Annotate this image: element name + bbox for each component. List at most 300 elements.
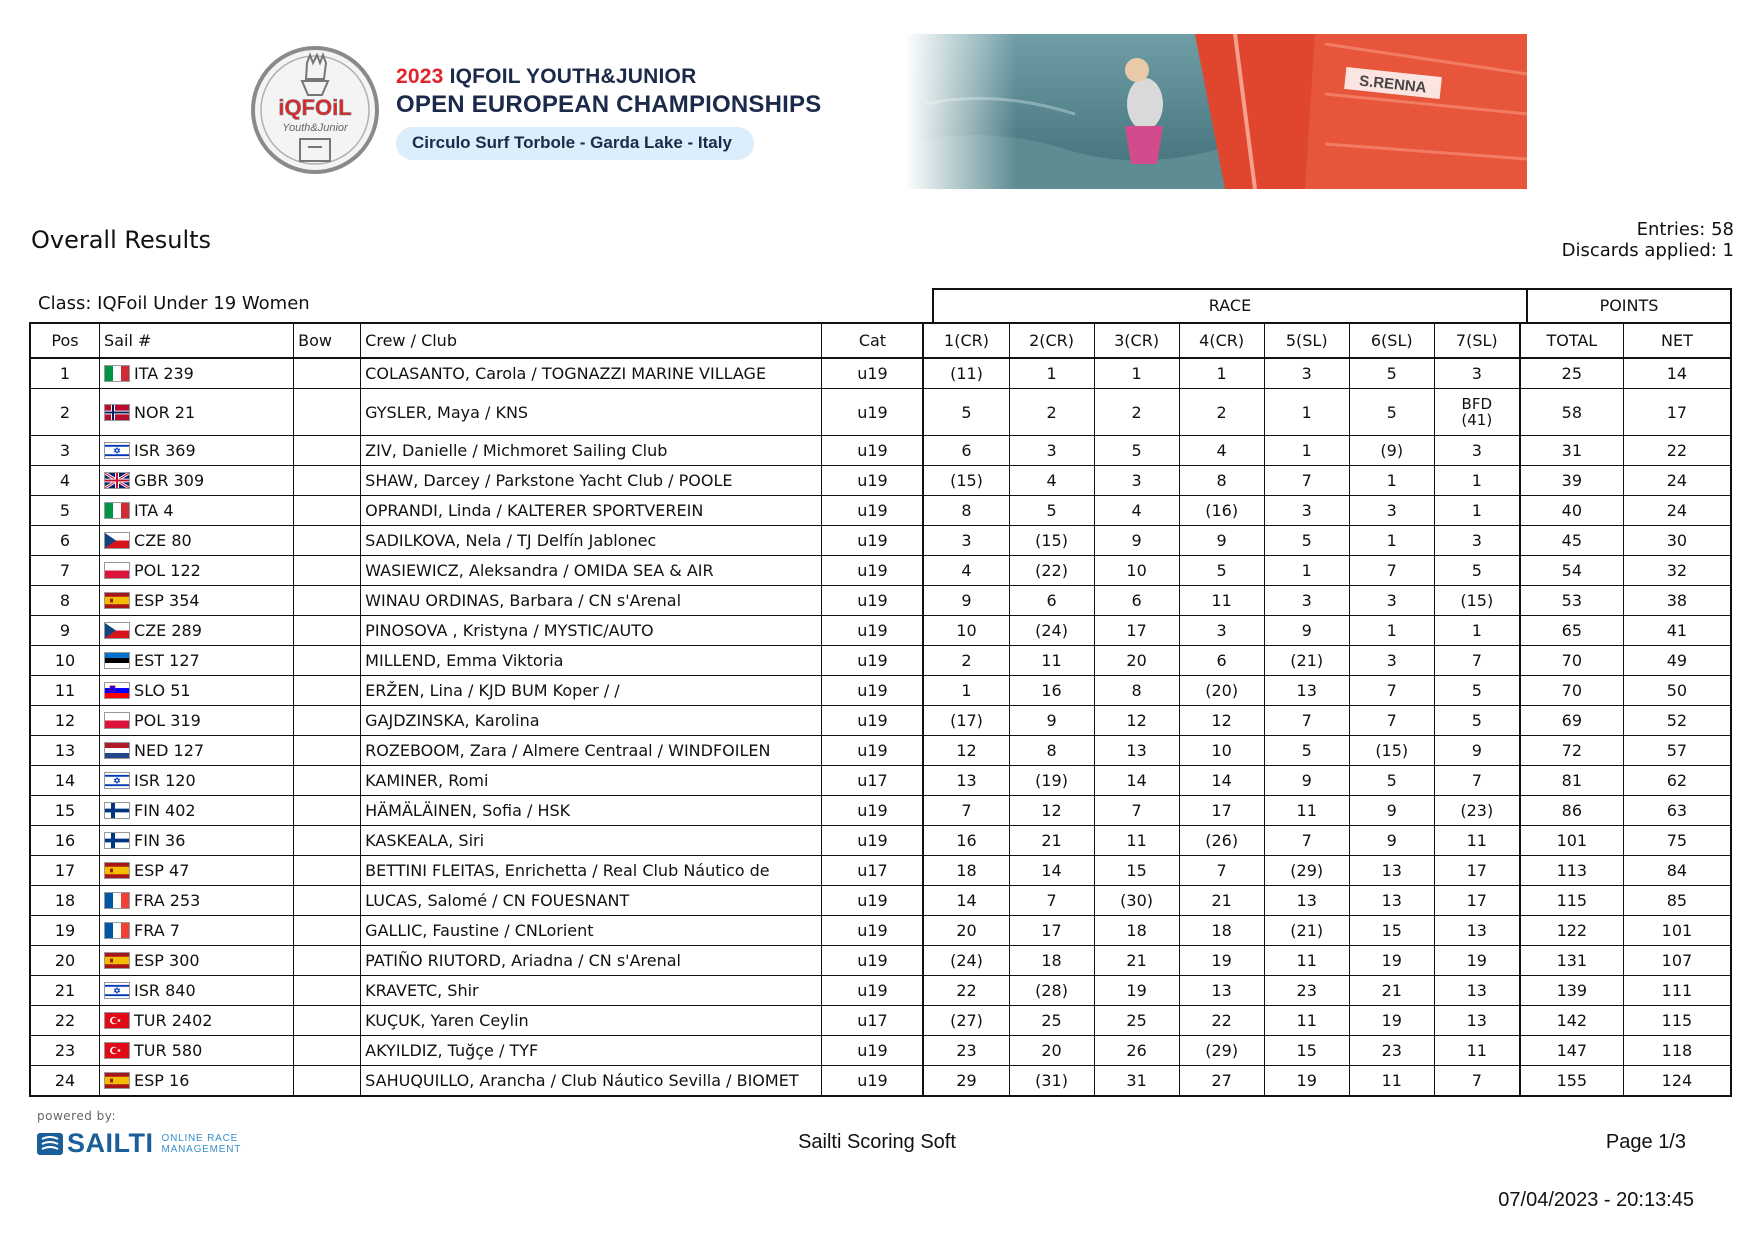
- cell-sail: [100, 466, 294, 496]
- cell-race-1: 9: [923, 586, 1009, 616]
- cell-race-2: 16: [1009, 676, 1094, 706]
- cell-bow: [294, 916, 361, 946]
- flag-pol-icon: [104, 562, 130, 579]
- table-row: [30, 436, 1731, 466]
- cell-race-2: 9: [1009, 706, 1094, 736]
- sail-number: FIN 36: [134, 831, 186, 850]
- table-row: [30, 676, 1731, 706]
- cell-race-2: (24): [1009, 616, 1094, 646]
- page-title: Overall Results: [31, 226, 212, 254]
- cell-race-7: 3: [1434, 526, 1520, 556]
- cell-race-3: (30): [1094, 886, 1179, 916]
- cell-race-4: 18: [1179, 916, 1264, 946]
- cell-total: 139: [1520, 976, 1624, 1006]
- cell-race-6: 21: [1349, 976, 1434, 1006]
- table-row: [30, 886, 1731, 916]
- cell-crew: BETTINI FLEITAS, Enrichetta / Real Club Náutico de: [361, 856, 822, 886]
- cell-sail: [100, 1036, 294, 1066]
- flag-esp-icon: [104, 592, 130, 609]
- table-row: [30, 796, 1731, 826]
- cell-race-3: 12: [1094, 706, 1179, 736]
- cell-pos: 18: [30, 886, 100, 916]
- col-race-1: 1(CR): [923, 323, 1009, 358]
- sail-number: ESP 47: [134, 861, 190, 880]
- cell-crew: ROZEBOOM, Zara / Almere Centraal / WINDFOILEN: [361, 736, 822, 766]
- cell-crew: GYSLER, Maya / KNS: [361, 389, 822, 436]
- event-title-line2: OPEN EUROPEAN CHAMPIONSHIPS: [396, 91, 822, 118]
- cell-race-1: (27): [923, 1006, 1009, 1036]
- cell-sail: [100, 796, 294, 826]
- cell-net: 85: [1623, 886, 1731, 916]
- flag-fra-icon: [104, 892, 130, 909]
- cell-crew: KASKEALA, Siri: [361, 826, 822, 856]
- cell-total: 147: [1520, 1036, 1624, 1066]
- cell-bow: [294, 556, 361, 586]
- table-row: [30, 586, 1731, 616]
- cell-pos: 5: [30, 496, 100, 526]
- cell-cat: u19: [822, 436, 924, 466]
- cell-race-1: (11): [923, 358, 1009, 389]
- cell-race-6: 5: [1349, 389, 1434, 436]
- cell-race-2: 12: [1009, 796, 1094, 826]
- cell-race-6: 13: [1349, 856, 1434, 886]
- cell-bow: [294, 646, 361, 676]
- cell-net: 38: [1623, 586, 1731, 616]
- cell-pos: 2: [30, 389, 100, 436]
- cell-race-1: 29: [923, 1066, 1009, 1097]
- cell-sail: [100, 676, 294, 706]
- cell-race-1: (24): [923, 946, 1009, 976]
- cell-race-1: 5: [923, 389, 1009, 436]
- event-logo: [250, 45, 380, 175]
- cell-bow: [294, 436, 361, 466]
- cell-total: 45: [1520, 526, 1624, 556]
- cell-bow: [294, 676, 361, 706]
- cell-total: 86: [1520, 796, 1624, 826]
- cell-cat: u17: [822, 856, 924, 886]
- cell-race-4: 12: [1179, 706, 1264, 736]
- cell-crew: WASIEWICZ, Aleksandra / OMIDA SEA & AIR: [361, 556, 822, 586]
- cell-race-4: 7: [1179, 856, 1264, 886]
- cell-race-2: 21: [1009, 826, 1094, 856]
- cell-pos: 21: [30, 976, 100, 1006]
- cell-sail: [100, 496, 294, 526]
- cell-race-5: 7: [1264, 706, 1349, 736]
- cell-race-3: 8: [1094, 676, 1179, 706]
- cell-race-2: 7: [1009, 886, 1094, 916]
- event-venue: Circulo Surf Torbole - Garda Lake - Italy: [396, 127, 754, 160]
- table-row: [30, 856, 1731, 886]
- cell-total: 81: [1520, 766, 1624, 796]
- sail-number: ITA 239: [134, 364, 194, 383]
- cell-race-4: (20): [1179, 676, 1264, 706]
- cell-race-1: 2: [923, 646, 1009, 676]
- cell-race-3: 11: [1094, 826, 1179, 856]
- sail-number: CZE 80: [134, 531, 192, 550]
- cell-bow: [294, 496, 361, 526]
- cell-bow: [294, 946, 361, 976]
- col-race-4: 4(CR): [1179, 323, 1264, 358]
- flag-cze-icon: [104, 622, 130, 639]
- cell-pos: 12: [30, 706, 100, 736]
- cell-net: 75: [1623, 826, 1731, 856]
- cell-race-7: 7: [1434, 1066, 1520, 1097]
- cell-pos: 15: [30, 796, 100, 826]
- cell-race-2: 25: [1009, 1006, 1094, 1036]
- cell-pos: 7: [30, 556, 100, 586]
- cell-race-2: 2: [1009, 389, 1094, 436]
- cell-sail: [100, 886, 294, 916]
- flag-ita-icon: [104, 365, 130, 382]
- flag-isr-icon: [104, 442, 130, 459]
- table-row: [30, 616, 1731, 646]
- flag-esp-icon: [104, 952, 130, 969]
- cell-bow: [294, 466, 361, 496]
- cell-crew: KUÇUK, Yaren Ceylin: [361, 1006, 822, 1036]
- cell-race-6: 5: [1349, 766, 1434, 796]
- cell-race-1: 12: [923, 736, 1009, 766]
- cell-race-1: 1: [923, 676, 1009, 706]
- cell-race-2: 18: [1009, 946, 1094, 976]
- cell-pos: 6: [30, 526, 100, 556]
- svg-text:Youth&Junior: Youth&Junior: [282, 122, 348, 134]
- cell-pos: 17: [30, 856, 100, 886]
- cell-sail: [100, 646, 294, 676]
- cell-race-3: 21: [1094, 946, 1179, 976]
- cell-race-7: 1: [1434, 496, 1520, 526]
- cell-race-3: 10: [1094, 556, 1179, 586]
- cell-race-5: 7: [1264, 466, 1349, 496]
- cell-sail: [100, 916, 294, 946]
- cell-net: 101: [1623, 916, 1731, 946]
- cell-cat: u17: [822, 766, 924, 796]
- cell-total: 39: [1520, 466, 1624, 496]
- cell-race-3: 14: [1094, 766, 1179, 796]
- cell-crew: PATIÑO RIUTORD, Ariadna / CN s'Arenal: [361, 946, 822, 976]
- sail-number: GBR 309: [134, 471, 205, 490]
- cell-race-6: 11: [1349, 1066, 1434, 1097]
- cell-race-7: 13: [1434, 916, 1520, 946]
- cell-pos: 22: [30, 1006, 100, 1036]
- cell-net: 84: [1623, 856, 1731, 886]
- cell-pos: 14: [30, 766, 100, 796]
- cell-pos: 20: [30, 946, 100, 976]
- cell-race-2: 1: [1009, 358, 1094, 389]
- table-row: [30, 1036, 1731, 1066]
- discards-applied: Discards applied: 1: [1561, 240, 1734, 261]
- cell-race-3: 26: [1094, 1036, 1179, 1066]
- cell-pos: 23: [30, 1036, 100, 1066]
- cell-race-6: 3: [1349, 586, 1434, 616]
- cell-race-2: 3: [1009, 436, 1094, 466]
- cell-crew: WINAU ORDINAS, Barbara / CN s'Arenal: [361, 586, 822, 616]
- cell-crew: HÄMÄLÄINEN, Sofia / HSK: [361, 796, 822, 826]
- col-race-6: 6(SL): [1349, 323, 1434, 358]
- cell-total: 40: [1520, 496, 1624, 526]
- flag-tur-icon: [104, 1012, 130, 1029]
- cell-race-7: 11: [1434, 826, 1520, 856]
- col-bow: Bow: [294, 323, 361, 358]
- cell-race-6: (15): [1349, 736, 1434, 766]
- cell-race-3: 3: [1094, 466, 1179, 496]
- cell-race-4: 8: [1179, 466, 1264, 496]
- cell-race-1: 14: [923, 886, 1009, 916]
- cell-bow: [294, 1066, 361, 1097]
- cell-race-6: 1: [1349, 466, 1434, 496]
- table-row: [30, 389, 1731, 436]
- points-group-header: POINTS: [1526, 288, 1732, 322]
- table-row: [30, 1066, 1731, 1097]
- cell-race-7: 7: [1434, 646, 1520, 676]
- cell-sail: [100, 736, 294, 766]
- cell-total: 72: [1520, 736, 1624, 766]
- col-race-2: 2(CR): [1009, 323, 1094, 358]
- sail-number: ESP 16: [134, 1071, 190, 1090]
- cell-race-4: 4: [1179, 436, 1264, 466]
- cell-net: 115: [1623, 1006, 1731, 1036]
- cell-race-5: 3: [1264, 586, 1349, 616]
- cell-race-5: 15: [1264, 1036, 1349, 1066]
- cell-race-5: 5: [1264, 526, 1349, 556]
- cell-race-1: 20: [923, 916, 1009, 946]
- cell-race-4: 11: [1179, 586, 1264, 616]
- cell-race-1: 4: [923, 556, 1009, 586]
- cell-race-3: 7: [1094, 796, 1179, 826]
- event-year: 2023: [396, 65, 444, 88]
- cell-cat: u19: [822, 616, 924, 646]
- table-row: [30, 466, 1731, 496]
- table-row: [30, 646, 1731, 676]
- cell-race-7: 3: [1434, 358, 1520, 389]
- cell-race-6: 9: [1349, 796, 1434, 826]
- cell-race-4: 1: [1179, 358, 1264, 389]
- cell-pos: 19: [30, 916, 100, 946]
- cell-race-5: (21): [1264, 916, 1349, 946]
- cell-bow: [294, 796, 361, 826]
- cell-race-5: 7: [1264, 826, 1349, 856]
- cell-pos: 3: [30, 436, 100, 466]
- sail-number: NOR 21: [134, 402, 196, 422]
- cell-sail: [100, 526, 294, 556]
- cell-net: 32: [1623, 556, 1731, 586]
- cell-crew: SHAW, Darcey / Parkstone Yacht Club / POOLE: [361, 466, 822, 496]
- cell-net: 49: [1623, 646, 1731, 676]
- table-row: [30, 556, 1731, 586]
- cell-cat: u19: [822, 646, 924, 676]
- cell-race-2: 14: [1009, 856, 1094, 886]
- cell-cat: u19: [822, 556, 924, 586]
- cell-crew: SAHUQUILLO, Arancha / Club Náutico Sevilla / BIOMET: [361, 1066, 822, 1097]
- cell-sail: [100, 586, 294, 616]
- cell-race-3: 1: [1094, 358, 1179, 389]
- event-photo: [905, 34, 1527, 189]
- cell-race-7: 19: [1434, 946, 1520, 976]
- table-row: [30, 916, 1731, 946]
- cell-net: 30: [1623, 526, 1731, 556]
- cell-race-1: 23: [923, 1036, 1009, 1066]
- cell-race-5: 9: [1264, 766, 1349, 796]
- flag-gbr-icon: [104, 472, 130, 489]
- table-row: [30, 766, 1731, 796]
- cell-race-5: 23: [1264, 976, 1349, 1006]
- cell-race-5: 9: [1264, 616, 1349, 646]
- cell-race-6: 9: [1349, 826, 1434, 856]
- cell-race-4: (26): [1179, 826, 1264, 856]
- cell-total: 31: [1520, 436, 1624, 466]
- cell-race-5: 1: [1264, 389, 1349, 436]
- cell-bow: [294, 766, 361, 796]
- cell-sail: [100, 946, 294, 976]
- sail-number: ESP 300: [134, 951, 200, 970]
- cell-total: 53: [1520, 586, 1624, 616]
- cell-total: 122: [1520, 916, 1624, 946]
- cell-cat: u19: [822, 886, 924, 916]
- flag-ned-icon: [104, 742, 130, 759]
- cell-race-6: 7: [1349, 706, 1434, 736]
- cell-race-6: 13: [1349, 886, 1434, 916]
- cell-race-6: 7: [1349, 556, 1434, 586]
- cell-total: 69: [1520, 706, 1624, 736]
- cell-sail: [100, 856, 294, 886]
- cell-race-1: (17): [923, 706, 1009, 736]
- cell-sail: [100, 556, 294, 586]
- col-crew: Crew / Club: [361, 323, 822, 358]
- col-race-5: 5(SL): [1264, 323, 1349, 358]
- cell-cat: u19: [822, 496, 924, 526]
- cell-race-4: 3: [1179, 616, 1264, 646]
- cell-race-6: 3: [1349, 646, 1434, 676]
- cell-race-1: 16: [923, 826, 1009, 856]
- sail-number: NED 127: [134, 741, 205, 760]
- cell-race-4: 9: [1179, 526, 1264, 556]
- cell-bow: [294, 586, 361, 616]
- cell-race-3: 18: [1094, 916, 1179, 946]
- cell-total: 131: [1520, 946, 1624, 976]
- cell-total: 115: [1520, 886, 1624, 916]
- cell-sail: [100, 389, 294, 436]
- cell-race-2: 6: [1009, 586, 1094, 616]
- flag-cze-icon: [104, 532, 130, 549]
- col-race-7: 7(SL): [1434, 323, 1520, 358]
- cell-sail: [100, 976, 294, 1006]
- table-row: [30, 736, 1731, 766]
- cell-race-6: 19: [1349, 1006, 1434, 1036]
- cell-pos: 13: [30, 736, 100, 766]
- cell-sail: [100, 826, 294, 856]
- cell-crew: ZIV, Danielle / Michmoret Sailing Club: [361, 436, 822, 466]
- flag-ita-icon: [104, 502, 130, 519]
- cell-race-7: 17: [1434, 886, 1520, 916]
- flag-fra-icon: [104, 922, 130, 939]
- sail-number: ISR 369: [134, 441, 196, 460]
- cell-race-4: 21: [1179, 886, 1264, 916]
- cell-net: 17: [1623, 389, 1731, 436]
- sail-number: SLO 51: [134, 681, 191, 700]
- cell-pos: 1: [30, 358, 100, 389]
- cell-race-5: 11: [1264, 946, 1349, 976]
- cell-race-3: 4: [1094, 496, 1179, 526]
- cell-race-1: 18: [923, 856, 1009, 886]
- cell-race-2: 5: [1009, 496, 1094, 526]
- cell-cat: u19: [822, 586, 924, 616]
- cell-race-4: 17: [1179, 796, 1264, 826]
- table-row: [30, 358, 1731, 389]
- cell-race-3: 13: [1094, 736, 1179, 766]
- cell-cat: u19: [822, 389, 924, 436]
- cell-race-7: (15): [1434, 586, 1520, 616]
- flag-tur-icon: [104, 1042, 130, 1059]
- cell-bow: [294, 856, 361, 886]
- cell-race-7: 5: [1434, 556, 1520, 586]
- cell-race-6: 5: [1349, 358, 1434, 389]
- cell-race-7: 11: [1434, 1036, 1520, 1066]
- cell-sail: [100, 436, 294, 466]
- cell-net: 111: [1623, 976, 1731, 1006]
- cell-crew: OPRANDI, Linda / KALTERER SPORTVEREIN: [361, 496, 822, 526]
- cell-race-1: (15): [923, 466, 1009, 496]
- cell-crew: GALLIC, Faustine / CNLorient: [361, 916, 822, 946]
- cell-cat: u19: [822, 1066, 924, 1097]
- cell-race-3: 17: [1094, 616, 1179, 646]
- cell-crew: COLASANTO, Carola / TOGNAZZI MARINE VILLAGE: [361, 358, 822, 389]
- cell-bow: [294, 1036, 361, 1066]
- cell-sail: [100, 358, 294, 389]
- cell-total: 65: [1520, 616, 1624, 646]
- cell-race-4: 13: [1179, 976, 1264, 1006]
- cell-pos: 8: [30, 586, 100, 616]
- cell-pos: 10: [30, 646, 100, 676]
- flag-isr-icon: [104, 772, 130, 789]
- flag-nor-icon: [104, 404, 130, 421]
- cell-total: 70: [1520, 676, 1624, 706]
- entries-count: Entries: 58: [1636, 219, 1734, 240]
- cell-race-5: 1: [1264, 436, 1349, 466]
- cell-cat: u19: [822, 796, 924, 826]
- cell-race-4: 2: [1179, 389, 1264, 436]
- cell-sail: [100, 1066, 294, 1097]
- cell-net: 50: [1623, 676, 1731, 706]
- cell-net: 118: [1623, 1036, 1731, 1066]
- cell-race-7: BFD (41): [1434, 389, 1520, 436]
- cell-net: 124: [1623, 1066, 1731, 1097]
- sail-number: ISR 120: [134, 771, 196, 790]
- cell-cat: u17: [822, 1006, 924, 1036]
- cell-race-6: (9): [1349, 436, 1434, 466]
- table-row: [30, 976, 1731, 1006]
- powered-by-label: powered by:: [37, 1109, 117, 1123]
- cell-race-3: 5: [1094, 436, 1179, 466]
- sailti-brand: SAILTI: [67, 1128, 154, 1158]
- cell-bow: [294, 1006, 361, 1036]
- cell-race-7: 13: [1434, 976, 1520, 1006]
- cell-race-4: 22: [1179, 1006, 1264, 1036]
- sail-number: POL 319: [134, 711, 201, 730]
- cell-race-2: 8: [1009, 736, 1094, 766]
- cell-crew: PINOSOVA , Kristyna / MYSTIC/AUTO: [361, 616, 822, 646]
- cell-sail: [100, 1006, 294, 1036]
- cell-race-7: 5: [1434, 676, 1520, 706]
- cell-race-2: (28): [1009, 976, 1094, 1006]
- cell-total: 25: [1520, 358, 1624, 389]
- sail-number: FRA 253: [134, 891, 201, 910]
- cell-race-4: 10: [1179, 736, 1264, 766]
- race-group-header: RACE: [932, 288, 1528, 322]
- cell-race-7: 9: [1434, 736, 1520, 766]
- col-race-3: 3(CR): [1094, 323, 1179, 358]
- cell-net: 52: [1623, 706, 1731, 736]
- cell-race-1: 10: [923, 616, 1009, 646]
- cell-bow: [294, 886, 361, 916]
